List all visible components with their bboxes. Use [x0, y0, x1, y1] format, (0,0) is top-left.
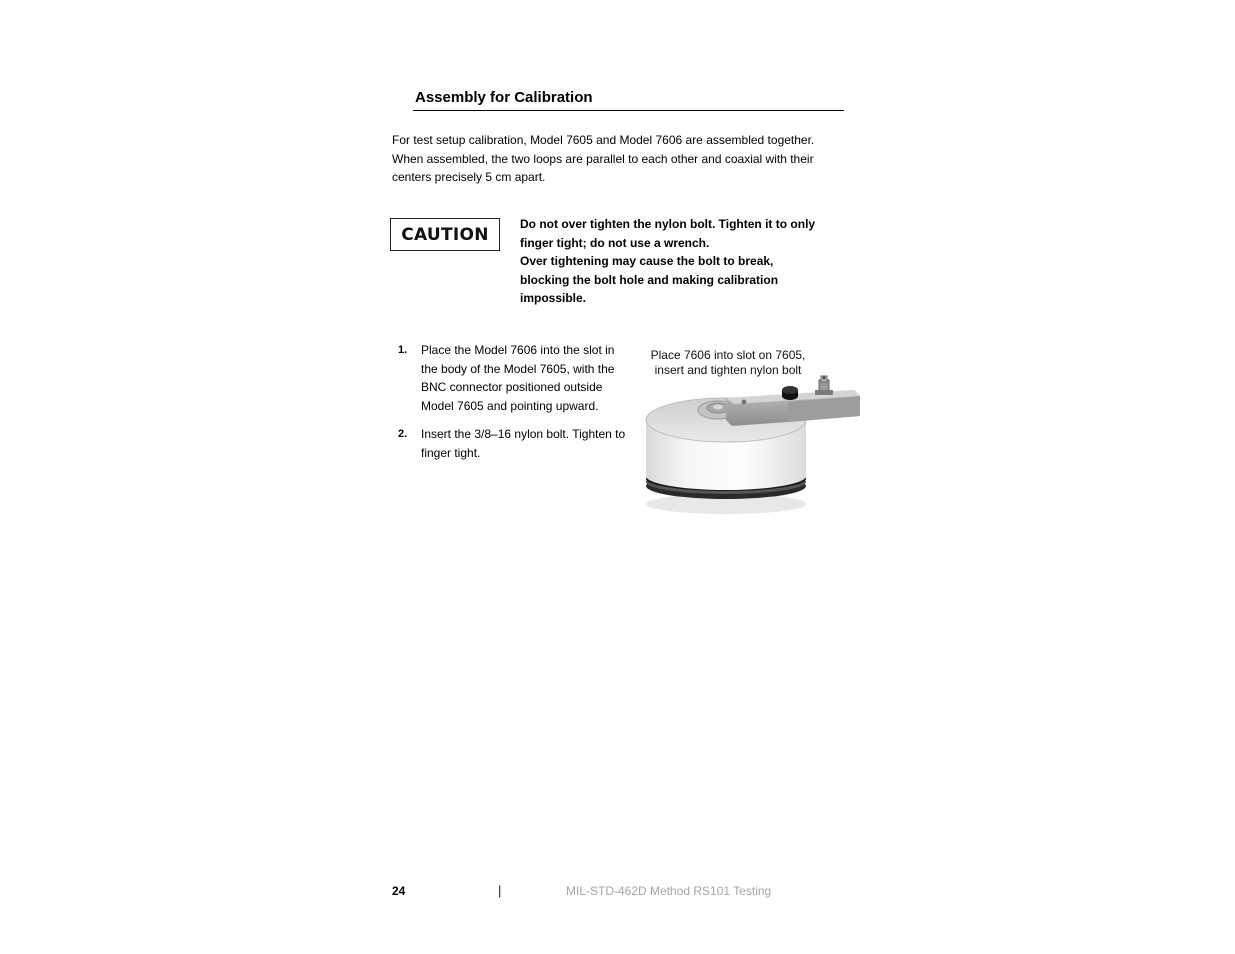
caution-text	[520, 215, 820, 308]
intro-paragraph: For test setup calibration, Model 7605 and Model 7606 are assembled together. When assembled, the two loops are parallel to each other and coaxial with their centers precisely 5 cm apart.	[392, 133, 815, 185]
title-underline	[413, 110, 844, 111]
footer-document-title: MIL-STD-462D Method RS101 Testing	[566, 884, 772, 898]
assembly-steps	[398, 341, 626, 473]
page-number: 24	[392, 884, 406, 898]
figure-caption	[638, 348, 818, 378]
step-item-2	[398, 425, 626, 462]
step-number-1: 1.	[398, 344, 408, 356]
figure-caption-line-1: Place 7606 into slot on 7605,	[650, 348, 806, 362]
assembly-photo	[638, 340, 868, 518]
caution-line-1: Do not over tighten the nylon bolt. Tighten it to only finger tight; do not use a wrench.	[520, 217, 816, 250]
caution-line-2: Over tightening may cause the bolt to break, blocking the bolt hole and making calibration impossible.	[520, 254, 779, 306]
step-text-2: Insert the 3/8–16 nylon bolt. Tighten to finger tight.	[421, 427, 626, 460]
footer-separator: |	[498, 883, 502, 898]
section-title: Assembly for Calibration	[415, 89, 593, 106]
caution-label: CAUTION	[390, 218, 500, 251]
figure-caption-line-2: insert and tighten nylon bolt	[654, 363, 802, 377]
step-item-1	[398, 341, 626, 415]
step-number-2: 2.	[398, 428, 408, 441]
step-text-1: Place the Model 7606 into the slot in the body of the Model 7605, with the BNC connector positioned outside Model 7605 and pointing upward.	[421, 343, 615, 413]
